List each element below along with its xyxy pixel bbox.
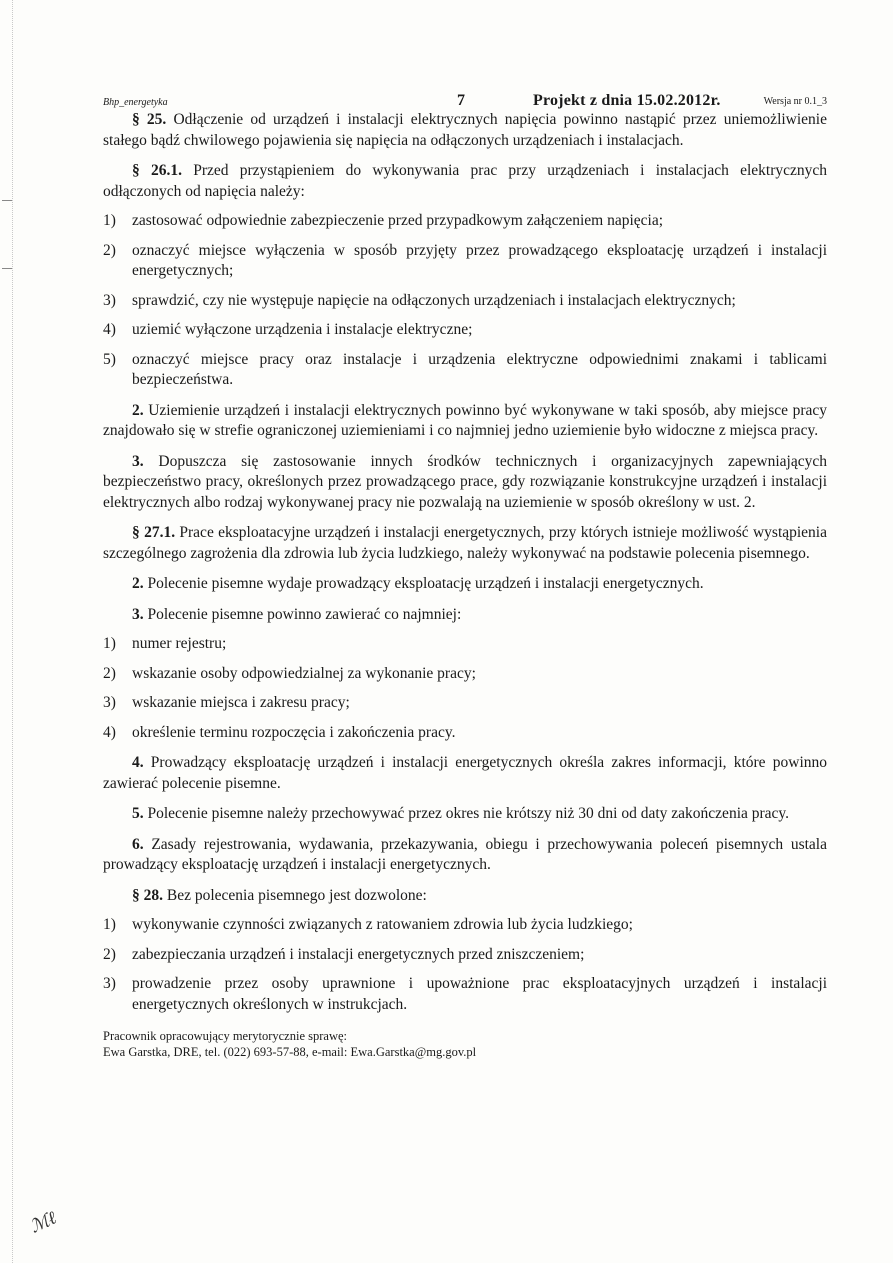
list-item: 2) zabezpieczania urządzeń i instalacji energetycznych przed zniszczeniem; [103,945,585,963]
footer-author-label: Pracownik opracowujący merytorycznie sprawę: [103,1029,348,1043]
section-number: § 25. [132,111,167,128]
paragraph-25: § 25. Odłączenie od urządzeń i instalacji elektrycznych napięcia powinno nastąpić przez uniemożliwienie stałego bądź chwilowego pojawienia się napięcia na odłączonych urządzeniach i instalacjach. [103,111,827,149]
paragraph-27-6: 6. Zasady rejestrowania, wydawania, przekazywania, obiegu i przechowywania poleceń pisemnych ustala prowadzący eksploatację urządzeń i instalacji energetycznych. [103,835,827,873]
page-edge-mark [2,268,12,269]
footer-contact: Ewa Garstka, DRE, tel. (022) 693-57-88, e-mail: Ewa.Garstka@mg.gov.pl [103,1044,477,1059]
paragraph-26-2: 2. Uziemienie urządzeń i instalacji elektrycznych powinno być wykonywane w taki sposób, aby miejsce pracy znajdowało się w strefie ograniczonej uziemieniami i co najmniej jedno uziemienie było widoczne z miejsca pracy. [103,401,827,439]
list-item: 2) wskazanie osoby odpowiedzialnej za wykonanie pracy; [103,664,476,682]
doc-name: Bhp_energetyka [103,97,168,108]
version-label: Wersja nr 0.1_3 [763,96,827,107]
paragraph-26-3: 3. Dopuszcza się zastosowanie innych środków technicznych i organizacyjnych zapewniających bezpieczeństwo pracy, określonych przez prowadzącego prace, gdy rozwiązanie konstrukcyjne urządzeń i instalacji elektrycznych albo rodzaj wykonywanej pracy nie pozwalają na uziemienie w sposób określony w ust. 2. [103,452,827,511]
list-item: 4) określenie terminu rozpoczęcia i zakończenia pracy. [103,723,456,741]
handwritten-initials: ℳℓ [26,1207,60,1237]
section-number: § 27.1. [132,524,176,541]
list-item: 3) sprawdzić, czy nie występuje napięcie na odłączonych urządzeniach i instalacjach elektrycznych; [103,291,736,309]
list-item: 1) wykonywanie czynności związanych z ratowaniem zdrowia lub życia ludzkiego; [103,916,633,933]
page-edge-perforation [12,0,13,1263]
page-number: 7 [457,92,465,109]
page-edge-mark [2,200,12,201]
paragraph-27-5: 5. Polecenie pisemne należy przechowywać przez okres nie krótszy niż 30 dni od daty zakończenia pracy. [132,805,790,822]
list-item: 2) oznaczyć miejsce wyłączenia w sposób przyjęty przez prowadzącego eksploatację urządzeń i instalacji energetycznych; [103,241,827,279]
list-item: 1) zastosować odpowiednie zabezpieczenie przed przypadkowym załączeniem napięcia; [103,212,664,229]
document-page [103,92,827,1060]
paragraph-27-4: 4. Prowadzący eksploatację urządzeń i instalacji energetycznych określa zakres informacji, które powinno zawierać polecenie pisemne. [103,754,827,792]
page-footer [103,1029,827,1060]
list-item: 4) uziemić wyłączone urządzenia i instalacje elektryczne; [103,321,473,338]
paragraph-27-2: 2. Polecenie pisemne wydaje prowadzący eksploatację urządzeń i instalacji energetycznych. [132,575,704,592]
project-date: Projekt z dnia 15.02.2012r. [533,92,721,109]
paragraph-26-1: § 26.1. Przed przystąpieniem do wykonywania prac przy urządzeniach i instalacjach elektrycznych odłączonych od napięcia należy: [103,162,828,200]
paragraph-27-3: 3. Polecenie pisemne powinno zawierać co najmniej: [132,605,462,623]
list-item: 5) oznaczyć miejsce pracy oraz instalacje i urządzenia elektryczne odpowiednimi znakami i tablicami bezpieczeństwa. [103,350,827,388]
page-header [103,92,827,110]
list-item: 3) wskazanie miejsca i zakresu pracy; [103,694,350,711]
list-item: 1) numer rejestru; [103,635,227,652]
paragraph-27-1: § 27.1. Prace eksploatacyjne urządzeń i instalacji energetycznych, przy których istnieje możliwość wystąpienia szczególnego zagrożenia dla zdrowia lub życia ludzkiego, należy wykonywać na podstawie polecenia pisemnego. [103,524,827,562]
list-item: 3) prowadzenie przez osoby uprawnione i upoważnione prac eksploatacyjnych urządzeń i instalacji energetycznych określonych w instrukcjach. [103,975,827,1013]
section-number: § 26.1. [132,162,182,179]
section-number: § 28. [132,886,163,904]
paragraph-28: § 28. Bez polecenia pisemnego jest dozwolone: [132,886,427,904]
